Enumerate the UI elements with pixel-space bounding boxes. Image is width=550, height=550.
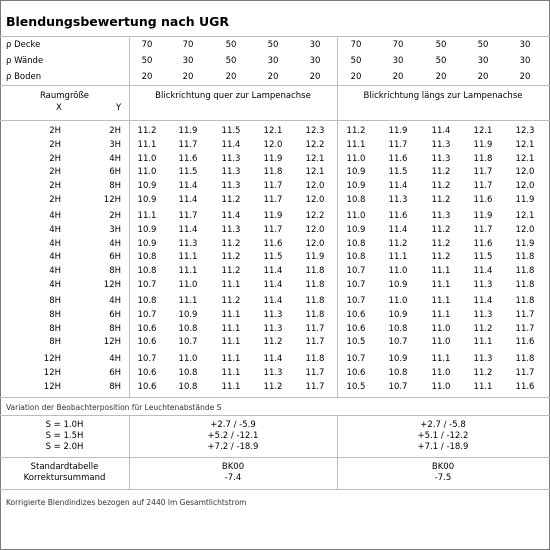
reflectance-value: 50 (141, 56, 153, 66)
laengs-value: 11.4 (388, 225, 408, 235)
room-x: 2H (49, 126, 61, 136)
room-x: 2H (49, 195, 61, 205)
reflectance-value: 20 (309, 72, 321, 82)
quer-value: 11.1 (221, 354, 241, 364)
laengs-value: 11.1 (473, 382, 493, 392)
quer-value: 10.7 (137, 354, 157, 364)
reflectance-value: 20 (477, 72, 489, 82)
quer-value: 11.1 (178, 266, 198, 276)
room-x: 8H (49, 296, 61, 306)
reflectance-value: 50 (225, 56, 237, 66)
quer-value: 11.1 (178, 252, 198, 262)
reflectance-value: 30 (392, 56, 404, 66)
room-y: 8H (109, 324, 121, 334)
room-y: 4H (109, 354, 121, 364)
laengs-value: 11.1 (431, 310, 451, 320)
quer-value: 11.1 (221, 382, 241, 392)
quer-value: 12.3 (305, 126, 325, 136)
laengs-value: 11.6 (515, 337, 535, 347)
quer-value: 10.6 (137, 382, 157, 392)
quer-value: 12.0 (305, 239, 325, 249)
laengs-value: 12.1 (473, 126, 493, 136)
quer-value: 11.8 (305, 310, 325, 320)
reflectance-value: 70 (350, 40, 362, 50)
quer-value: 10.8 (137, 252, 157, 262)
quer-value: 11.2 (221, 252, 241, 262)
room-x: 8H (49, 310, 61, 320)
laengs-value: 11.8 (515, 252, 535, 262)
laengs-value: 11.7 (515, 368, 535, 378)
spacing-label: S = 1.5H (45, 431, 84, 441)
laengs-correction: -7.5 (434, 473, 452, 483)
laengs-value: 10.8 (346, 239, 366, 249)
quer-value: 12.0 (305, 225, 325, 235)
laengs-value: 11.3 (473, 280, 493, 290)
quer-value: 11.7 (178, 211, 198, 221)
quer-value: 11.2 (263, 337, 283, 347)
laengs-value: 11.4 (388, 181, 408, 191)
room-y: 6H (109, 310, 121, 320)
laengs-value: 11.4 (431, 126, 451, 136)
laengs-value: 10.8 (388, 368, 408, 378)
laengs-value: 11.9 (473, 140, 493, 150)
quer-value: 11.4 (178, 181, 198, 191)
laengs-value: 11.1 (431, 296, 451, 306)
laengs-value: 11.3 (473, 354, 493, 364)
reflectance-value: 30 (519, 56, 531, 66)
room-y: 8H (109, 266, 121, 276)
quer-value: 11.1 (221, 368, 241, 378)
laengs-value: 11.2 (431, 239, 451, 249)
laengs-header: Blickrichtung längs zur Lampenachse (363, 91, 523, 101)
laengs-value: 12.0 (515, 181, 535, 191)
laengs-value: 10.9 (388, 354, 408, 364)
laengs-value: 10.5 (346, 382, 366, 392)
divider (0, 36, 550, 37)
laengs-value: 10.9 (346, 167, 366, 177)
laengs-value: 11.2 (346, 126, 366, 136)
laengs-value: 10.7 (388, 337, 408, 347)
laengs-value: 11.3 (388, 195, 408, 205)
divider (0, 457, 550, 458)
quer-value: 11.5 (221, 126, 241, 136)
room-x: 4H (49, 266, 61, 276)
quer-value: 10.7 (178, 337, 198, 347)
laengs-value: 11.0 (346, 211, 366, 221)
laengs-value: 11.0 (346, 154, 366, 164)
room-y: 6H (109, 252, 121, 262)
laengs-value: 11.5 (473, 252, 493, 262)
reflectance-value: 30 (309, 56, 321, 66)
quer-value: 11.0 (178, 280, 198, 290)
room-x: 12H (43, 354, 61, 364)
laengs-value: 12.0 (515, 167, 535, 177)
reflectance-value: 30 (182, 56, 194, 66)
room-y: 12H (103, 195, 121, 205)
reflectance-value: 20 (519, 72, 531, 82)
room-y: 8H (109, 382, 121, 392)
x-axis-label: X (56, 103, 62, 113)
quer-value: 10.9 (137, 225, 157, 235)
quer-value: 11.1 (137, 211, 157, 221)
quer-value: 11.7 (305, 382, 325, 392)
quer-value: 11.7 (305, 324, 325, 334)
laengs-value: 11.3 (473, 310, 493, 320)
quer-value: 11.0 (178, 354, 198, 364)
quer-value: 11.1 (221, 310, 241, 320)
quer-value: 11.1 (221, 280, 241, 290)
reflectance-value: 70 (141, 40, 153, 50)
quer-value: 10.9 (137, 181, 157, 191)
reflectance-value: 30 (267, 56, 279, 66)
laengs-standard-table: BK00 (431, 462, 455, 472)
laengs-value: 11.9 (388, 126, 408, 136)
y-axis-label: Y (116, 103, 122, 113)
room-x: 2H (49, 140, 61, 150)
quer-value: 10.8 (178, 382, 198, 392)
reflectance-value: 30 (309, 40, 321, 50)
quer-value: 11.9 (178, 126, 198, 136)
laengs-value: 10.7 (346, 354, 366, 364)
quer-value: 10.6 (137, 337, 157, 347)
laengs-value: 12.3 (515, 126, 535, 136)
quer-value: 11.3 (263, 368, 283, 378)
laengs-value: 11.1 (431, 266, 451, 276)
standard-table-label: Standardtabelle (30, 462, 99, 472)
laengs-value: 12.1 (515, 154, 535, 164)
laengs-value: 11.0 (431, 368, 451, 378)
room-x: 4H (49, 225, 61, 235)
room-y: 12H (103, 337, 121, 347)
quer-header: Blickrichtung quer zur Lampenachse (155, 91, 311, 101)
laengs-value: 11.7 (515, 324, 535, 334)
quer-value: 11.8 (305, 354, 325, 364)
quer-value: 11.5 (178, 167, 198, 177)
laengs-value: 11.0 (388, 266, 408, 276)
reflectance-value: 20 (350, 72, 362, 82)
laengs-value: 10.6 (346, 324, 366, 334)
quer-value: 11.9 (263, 211, 283, 221)
divider (0, 415, 550, 416)
laengs-value: 10.7 (388, 382, 408, 392)
laengs-value: 11.8 (515, 296, 535, 306)
quer-value: 11.8 (305, 296, 325, 306)
reflectance-value: 70 (182, 40, 194, 50)
laengs-value: 11.0 (388, 296, 408, 306)
laengs-value: 11.7 (515, 310, 535, 320)
laengs-value: 11.6 (473, 239, 493, 249)
reflectance-value: 50 (225, 40, 237, 50)
quer-value: 10.7 (137, 280, 157, 290)
quer-value: 12.1 (305, 167, 325, 177)
quer-variation: +5.2 / -12.1 (207, 431, 259, 441)
laengs-value: 11.3 (431, 211, 451, 221)
quer-value: 11.3 (263, 324, 283, 334)
room-x: 2H (49, 181, 61, 191)
laengs-value: 10.9 (346, 225, 366, 235)
quer-value: 11.3 (221, 167, 241, 177)
quer-value: 11.3 (221, 181, 241, 191)
laengs-value: 11.2 (473, 324, 493, 334)
quer-value: 10.9 (137, 195, 157, 205)
laengs-value: 11.8 (515, 354, 535, 364)
quer-value: 11.7 (178, 140, 198, 150)
laengs-value: 10.9 (388, 280, 408, 290)
room-x: 4H (49, 211, 61, 221)
divider (0, 397, 550, 398)
reflectance-value: 50 (435, 40, 447, 50)
laengs-variation: +5.1 / -12.2 (417, 431, 469, 441)
quer-value: 10.6 (137, 324, 157, 334)
laengs-value: 11.6 (388, 211, 408, 221)
quer-value: 11.1 (137, 140, 157, 150)
laengs-value: 11.4 (473, 266, 493, 276)
room-y: 6H (109, 368, 121, 378)
quer-value: 10.6 (137, 368, 157, 378)
laengs-value: 11.2 (431, 225, 451, 235)
quer-value: 10.7 (137, 310, 157, 320)
laengs-value: 11.7 (388, 140, 408, 150)
laengs-value: 11.1 (473, 337, 493, 347)
quer-value: 11.8 (263, 167, 283, 177)
laengs-value: 10.9 (346, 181, 366, 191)
reflectance-value: 20 (392, 72, 404, 82)
laengs-value: 11.2 (431, 181, 451, 191)
reflectance-value: 30 (477, 56, 489, 66)
quer-value: 11.4 (221, 140, 241, 150)
room-x: 4H (49, 239, 61, 249)
laengs-variation: +7.1 / -18.9 (417, 442, 469, 452)
quer-value: 11.4 (263, 280, 283, 290)
laengs-value: 10.9 (388, 310, 408, 320)
quer-value: 12.0 (305, 195, 325, 205)
laengs-value: 10.8 (346, 252, 366, 262)
quer-value: 11.4 (263, 296, 283, 306)
room-y: 4H (109, 296, 121, 306)
quer-value: 12.2 (305, 140, 325, 150)
quer-value: 11.3 (263, 310, 283, 320)
quer-value: 12.1 (263, 126, 283, 136)
reflectance-value: 20 (267, 72, 279, 82)
quer-value: 12.2 (305, 211, 325, 221)
laengs-value: 11.0 (431, 324, 451, 334)
laengs-value: 11.6 (515, 382, 535, 392)
room-x: 4H (49, 280, 61, 290)
laengs-value: 11.0 (431, 337, 451, 347)
quer-value: 11.3 (221, 225, 241, 235)
room-y: 2H (109, 126, 121, 136)
laengs-value: 11.3 (431, 140, 451, 150)
quer-value: 11.3 (178, 239, 198, 249)
quer-value: 11.6 (263, 239, 283, 249)
quer-value: 11.7 (305, 337, 325, 347)
laengs-value: 10.8 (388, 324, 408, 334)
divider (0, 489, 550, 490)
page-title: Blendungsbewertung nach UGR (6, 14, 230, 29)
quer-value: 11.4 (263, 266, 283, 276)
quer-value: 11.0 (137, 154, 157, 164)
quer-value: 11.6 (178, 154, 198, 164)
laengs-value: 10.8 (346, 195, 366, 205)
reflectance-value: 50 (267, 40, 279, 50)
room-y: 8H (109, 181, 121, 191)
laengs-value: 10.7 (346, 280, 366, 290)
quer-value: 12.0 (263, 140, 283, 150)
laengs-value: 10.6 (346, 368, 366, 378)
room-y: 3H (109, 140, 121, 150)
quer-value: 11.7 (263, 225, 283, 235)
laengs-value: 11.6 (388, 154, 408, 164)
laengs-value: 11.2 (431, 252, 451, 262)
quer-value: 11.7 (263, 195, 283, 205)
room-x: 2H (49, 154, 61, 164)
laengs-value: 11.9 (515, 195, 535, 205)
laengs-value: 11.9 (473, 211, 493, 221)
laengs-value: 11.8 (473, 154, 493, 164)
room-y: 4H (109, 154, 121, 164)
quer-value: 10.8 (137, 266, 157, 276)
quer-value: 11.9 (263, 154, 283, 164)
quer-value: 11.2 (221, 266, 241, 276)
laengs-value: 11.1 (431, 280, 451, 290)
reflectance-value: 70 (392, 40, 404, 50)
room-x: 8H (49, 324, 61, 334)
quer-value: 11.1 (178, 296, 198, 306)
quer-value: 12.0 (305, 181, 325, 191)
quer-value: 11.9 (305, 252, 325, 262)
room-y: 12H (103, 280, 121, 290)
laengs-value: 10.6 (346, 310, 366, 320)
reflectance-value: 20 (435, 72, 447, 82)
footnote: Korrigierte Blendindizes bezogen auf 2440 lm Gesamtlichtstrom (6, 498, 247, 507)
room-x: 12H (43, 382, 61, 392)
laengs-value: 10.7 (346, 296, 366, 306)
reflectance-value: 20 (141, 72, 153, 82)
quer-value: 11.2 (263, 382, 283, 392)
laengs-value: 12.0 (515, 225, 535, 235)
quer-value: 11.4 (178, 225, 198, 235)
divider (0, 120, 550, 121)
reflectance-label: ρ Wände (6, 56, 44, 66)
laengs-value: 11.2 (431, 167, 451, 177)
quer-value: 11.1 (221, 337, 241, 347)
laengs-variation: +2.7 / -5.8 (420, 420, 466, 430)
quer-value: 11.7 (263, 181, 283, 191)
divider (0, 85, 550, 86)
quer-value: 10.9 (178, 310, 198, 320)
laengs-value: 11.3 (431, 154, 451, 164)
quer-value: 11.8 (305, 266, 325, 276)
room-y: 6H (109, 167, 121, 177)
correction-label: Korrektursummand (23, 473, 106, 483)
laengs-value: 11.4 (473, 296, 493, 306)
laengs-value: 11.1 (346, 140, 366, 150)
laengs-value: 11.7 (473, 225, 493, 235)
laengs-value: 11.7 (473, 167, 493, 177)
laengs-value: 11.2 (473, 368, 493, 378)
quer-value: 11.7 (305, 368, 325, 378)
laengs-value: 10.7 (346, 266, 366, 276)
quer-variation: +2.7 / -5.9 (210, 420, 256, 430)
quer-value: 10.8 (137, 296, 157, 306)
spacing-label: S = 2.0H (45, 442, 84, 452)
quer-value: 11.2 (221, 296, 241, 306)
laengs-value: 11.2 (388, 239, 408, 249)
room-x: 8H (49, 337, 61, 347)
room-x: 12H (43, 368, 61, 378)
room-x: 4H (49, 252, 61, 262)
quer-value: 11.4 (221, 211, 241, 221)
laengs-value: 11.5 (388, 167, 408, 177)
reflectance-value: 20 (225, 72, 237, 82)
laengs-value: 11.2 (431, 195, 451, 205)
laengs-value: 11.7 (473, 181, 493, 191)
laengs-value: 12.1 (515, 211, 535, 221)
reflectance-value: 50 (435, 56, 447, 66)
laengs-value: 11.1 (431, 354, 451, 364)
quer-value: 11.0 (137, 167, 157, 177)
laengs-value: 11.8 (515, 280, 535, 290)
quer-value: 11.3 (221, 154, 241, 164)
reflectance-value: 50 (350, 56, 362, 66)
quer-standard-table: BK00 (221, 462, 245, 472)
room-y: 3H (109, 225, 121, 235)
laengs-value: 11.1 (388, 252, 408, 262)
quer-value: 10.9 (137, 239, 157, 249)
laengs-value: 11.6 (473, 195, 493, 205)
quer-value: 10.8 (178, 368, 198, 378)
quer-value: 11.4 (263, 354, 283, 364)
reflectance-value: 20 (182, 72, 194, 82)
laengs-value: 10.5 (346, 337, 366, 347)
quer-value: 10.8 (178, 324, 198, 334)
reflectance-value: 30 (519, 40, 531, 50)
laengs-value: 11.0 (431, 382, 451, 392)
quer-value: 11.4 (178, 195, 198, 205)
room-size-label: Raumgröße (39, 91, 90, 101)
quer-value: 12.1 (305, 154, 325, 164)
room-x: 2H (49, 167, 61, 177)
quer-value: 11.2 (137, 126, 157, 136)
quer-correction: -7.4 (224, 473, 242, 483)
quer-value: 11.2 (221, 239, 241, 249)
quer-value: 11.1 (221, 324, 241, 334)
spacing-label: S = 1.0H (45, 420, 84, 430)
room-y: 4H (109, 239, 121, 249)
reflectance-label: ρ Boden (6, 72, 42, 82)
quer-value: 11.8 (305, 280, 325, 290)
quer-value: 11.2 (221, 195, 241, 205)
room-y: 2H (109, 211, 121, 221)
reflectance-value: 50 (477, 40, 489, 50)
reflectance-label: ρ Decke (6, 40, 41, 50)
quer-variation: +7.2 / -18.9 (207, 442, 259, 452)
variation-label: Variation der Beobachterposition für Leuchtenabstände S (6, 403, 222, 412)
laengs-value: 12.1 (515, 140, 535, 150)
laengs-value: 11.9 (515, 239, 535, 249)
laengs-value: 11.8 (515, 266, 535, 276)
quer-value: 11.5 (263, 252, 283, 262)
